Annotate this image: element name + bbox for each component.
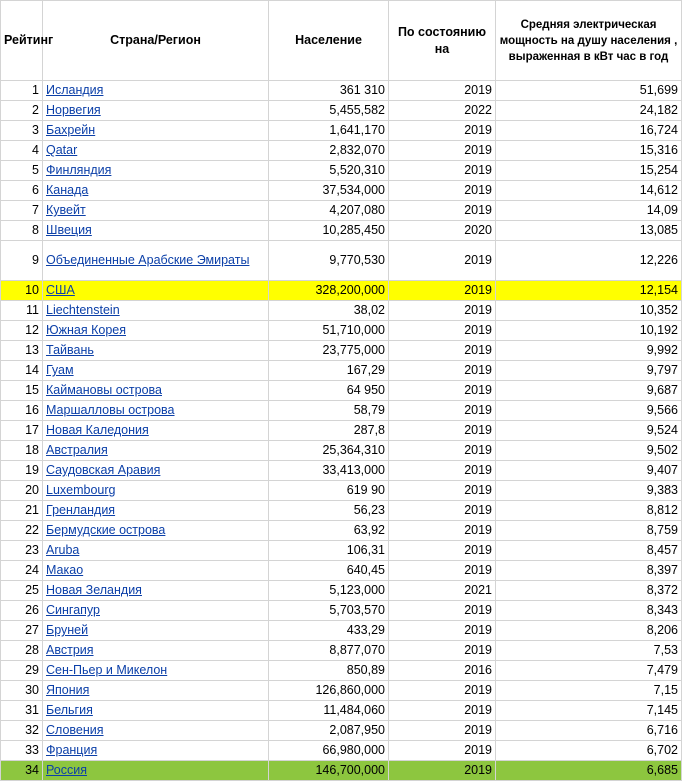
- year-cell: 2019: [389, 721, 496, 741]
- table-row: [1, 761, 682, 781]
- year-cell: 2019: [389, 521, 496, 541]
- population-cell: 619 90: [269, 481, 389, 501]
- population-cell: 167,29: [269, 361, 389, 381]
- country-link[interactable]: Франция: [46, 743, 98, 757]
- rank-cell: 5: [1, 161, 43, 181]
- population-cell: 850,89: [269, 661, 389, 681]
- country-link[interactable]: Гуам: [46, 363, 74, 377]
- rank-cell: 15: [1, 381, 43, 401]
- header-power: Средняя электрическая мощность на душу населения , выраженная в кВт час в год: [496, 1, 682, 81]
- rank-cell: 7: [1, 201, 43, 221]
- country-link[interactable]: Бермудские острова: [46, 523, 166, 537]
- country-link[interactable]: Новая Каледония: [46, 423, 149, 437]
- population-cell: 9,770,530: [269, 241, 389, 281]
- table-row: [1, 81, 682, 101]
- table-row: [1, 661, 682, 681]
- country-cell: [43, 121, 269, 141]
- table-row: [1, 361, 682, 381]
- country-cell: [43, 701, 269, 721]
- year-cell: 2019: [389, 281, 496, 301]
- country-link[interactable]: Бахрейн: [46, 123, 96, 137]
- table-row: [1, 161, 682, 181]
- rank-cell: 6: [1, 181, 43, 201]
- rank-cell: 13: [1, 341, 43, 361]
- header-as-of: По состоянию на: [389, 1, 496, 81]
- country-link[interactable]: Сингапур: [46, 603, 100, 617]
- power-cell: 9,797: [496, 361, 682, 381]
- population-cell: 640,45: [269, 561, 389, 581]
- year-cell: 2019: [389, 621, 496, 641]
- table-row: [1, 681, 682, 701]
- table-row: [1, 641, 682, 661]
- rank-cell: 17: [1, 421, 43, 441]
- power-cell: 12,226: [496, 241, 682, 281]
- table-row: [1, 381, 682, 401]
- country-link[interactable]: Luxembourg: [46, 483, 116, 497]
- power-cell: 9,524: [496, 421, 682, 441]
- table-row: [1, 501, 682, 521]
- rank-cell: 26: [1, 601, 43, 621]
- power-cell: 8,343: [496, 601, 682, 621]
- country-cell: [43, 281, 269, 301]
- header-population: Население: [269, 1, 389, 81]
- population-cell: 4,207,080: [269, 201, 389, 221]
- power-cell: 8,759: [496, 521, 682, 541]
- table-row: [1, 201, 682, 221]
- country-cell: [43, 401, 269, 421]
- country-cell: [43, 621, 269, 641]
- country-link[interactable]: Словения: [46, 723, 104, 737]
- country-link[interactable]: Кувейт: [46, 203, 86, 217]
- rank-cell: 32: [1, 721, 43, 741]
- population-cell: 11,484,060: [269, 701, 389, 721]
- power-cell: 6,685: [496, 761, 682, 781]
- country-link[interactable]: Aruba: [46, 543, 80, 557]
- country-cell: [43, 221, 269, 241]
- country-cell: [43, 681, 269, 701]
- power-cell: 8,812: [496, 501, 682, 521]
- power-cell: 9,407: [496, 461, 682, 481]
- country-link[interactable]: Qatar: [46, 143, 78, 157]
- country-link[interactable]: Канада: [46, 183, 89, 197]
- power-cell: 6,716: [496, 721, 682, 741]
- power-cell: 7,479: [496, 661, 682, 681]
- year-cell: 2019: [389, 681, 496, 701]
- population-cell: 5,520,310: [269, 161, 389, 181]
- country-cell: [43, 641, 269, 661]
- rank-cell: 34: [1, 761, 43, 781]
- country-link[interactable]: Новая Зеландия: [46, 583, 142, 597]
- table-row: [1, 561, 682, 581]
- population-cell: 58,79: [269, 401, 389, 421]
- table-row: [1, 441, 682, 461]
- country-cell: [43, 301, 269, 321]
- country-cell: [43, 361, 269, 381]
- rank-cell: 14: [1, 361, 43, 381]
- year-cell: 2021: [389, 581, 496, 601]
- country-cell: [43, 421, 269, 441]
- power-cell: 9,687: [496, 381, 682, 401]
- rank-cell: 9: [1, 241, 43, 281]
- table-row: [1, 701, 682, 721]
- country-cell: [43, 161, 269, 181]
- country-link[interactable]: Австрия: [46, 643, 94, 657]
- country-cell: [43, 481, 269, 501]
- country-link[interactable]: Россия: [46, 763, 87, 777]
- rank-cell: 22: [1, 521, 43, 541]
- country-cell: [43, 381, 269, 401]
- country-link[interactable]: Бельгия: [46, 703, 93, 717]
- year-cell: 2022: [389, 101, 496, 121]
- country-link[interactable]: Япония: [46, 683, 90, 697]
- country-cell: [43, 441, 269, 461]
- rank-cell: 27: [1, 621, 43, 641]
- rank-cell: 4: [1, 141, 43, 161]
- table-row: [1, 481, 682, 501]
- power-cell: 9,566: [496, 401, 682, 421]
- country-link[interactable]: США: [46, 283, 75, 297]
- country-cell: [43, 501, 269, 521]
- country-cell: [43, 561, 269, 581]
- year-cell: 2019: [389, 141, 496, 161]
- population-cell: 126,860,000: [269, 681, 389, 701]
- power-cell: 16,724: [496, 121, 682, 141]
- country-link[interactable]: Гренландия: [46, 503, 116, 517]
- table-row: [1, 521, 682, 541]
- country-cell: [43, 321, 269, 341]
- country-cell: [43, 661, 269, 681]
- power-cell: 8,457: [496, 541, 682, 561]
- year-cell: 2019: [389, 641, 496, 661]
- year-cell: 2019: [389, 761, 496, 781]
- table-row: [1, 301, 682, 321]
- table-row: [1, 281, 682, 301]
- year-cell: 2019: [389, 301, 496, 321]
- population-cell: 361 310: [269, 81, 389, 101]
- power-cell: 7,53: [496, 641, 682, 661]
- power-cell: 9,992: [496, 341, 682, 361]
- rank-cell: 23: [1, 541, 43, 561]
- country-link[interactable]: Liechtenstein: [46, 303, 120, 317]
- table-row: [1, 621, 682, 641]
- table-row: [1, 121, 682, 141]
- country-link[interactable]: Швеция: [46, 223, 92, 237]
- power-cell: 6,702: [496, 741, 682, 761]
- power-cell: 9,383: [496, 481, 682, 501]
- country-link[interactable]: Сен-Пьер и Микелон: [46, 663, 168, 677]
- country-link[interactable]: Австралия: [46, 443, 108, 457]
- country-cell: [43, 521, 269, 541]
- table-row: [1, 341, 682, 361]
- country-link[interactable]: Тайвань: [46, 343, 94, 357]
- rank-cell: 24: [1, 561, 43, 581]
- country-link[interactable]: Финляндия: [46, 163, 112, 177]
- rank-cell: 30: [1, 681, 43, 701]
- country-link[interactable]: Норвегия: [46, 103, 101, 117]
- rank-cell: 8: [1, 221, 43, 241]
- year-cell: 2019: [389, 701, 496, 721]
- year-cell: 2020: [389, 221, 496, 241]
- power-cell: 12,154: [496, 281, 682, 301]
- country-link[interactable]: Исландия: [46, 83, 104, 97]
- year-cell: 2019: [389, 161, 496, 181]
- population-cell: 51,710,000: [269, 321, 389, 341]
- power-cell: 8,372: [496, 581, 682, 601]
- population-cell: 25,364,310: [269, 441, 389, 461]
- country-link[interactable]: Макао: [46, 563, 84, 577]
- rank-cell: 10: [1, 281, 43, 301]
- power-cell: 14,612: [496, 181, 682, 201]
- population-cell: 10,285,450: [269, 221, 389, 241]
- header-row: [1, 1, 682, 81]
- country-link[interactable]: Каймановы острова: [46, 383, 162, 397]
- rank-cell: 21: [1, 501, 43, 521]
- power-cell: 7,145: [496, 701, 682, 721]
- year-cell: 2019: [389, 421, 496, 441]
- year-cell: 2019: [389, 181, 496, 201]
- country-cell: [43, 181, 269, 201]
- power-cell: 10,352: [496, 301, 682, 321]
- power-cell: 15,316: [496, 141, 682, 161]
- power-cell: 15,254: [496, 161, 682, 181]
- country-cell: [43, 741, 269, 761]
- year-cell: 2019: [389, 321, 496, 341]
- population-cell: 23,775,000: [269, 341, 389, 361]
- table-row: [1, 721, 682, 741]
- rank-cell: 12: [1, 321, 43, 341]
- table-row: [1, 181, 682, 201]
- rank-cell: 11: [1, 301, 43, 321]
- year-cell: 2019: [389, 741, 496, 761]
- population-cell: 146,700,000: [269, 761, 389, 781]
- power-cell: 7,15: [496, 681, 682, 701]
- year-cell: 2019: [389, 541, 496, 561]
- rank-cell: 20: [1, 481, 43, 501]
- year-cell: 2019: [389, 501, 496, 521]
- rank-cell: 28: [1, 641, 43, 661]
- country-cell: [43, 101, 269, 121]
- year-cell: 2019: [389, 341, 496, 361]
- table-row: [1, 141, 682, 161]
- population-cell: 1,641,170: [269, 121, 389, 141]
- power-cell: 51,699: [496, 81, 682, 101]
- country-cell: [43, 241, 269, 281]
- year-cell: 2019: [389, 381, 496, 401]
- header-country: Страна/Регион: [43, 1, 269, 81]
- country-cell: [43, 581, 269, 601]
- table-row: [1, 421, 682, 441]
- year-cell: 2019: [389, 561, 496, 581]
- power-cell: 14,09: [496, 201, 682, 221]
- year-cell: 2019: [389, 401, 496, 421]
- population-cell: 328,200,000: [269, 281, 389, 301]
- population-cell: 433,29: [269, 621, 389, 641]
- rank-cell: 1: [1, 81, 43, 101]
- header-rank: Рейтинг: [1, 1, 43, 81]
- population-cell: 106,31: [269, 541, 389, 561]
- country-cell: [43, 81, 269, 101]
- country-cell: [43, 601, 269, 621]
- table-row: [1, 741, 682, 761]
- country-cell: [43, 761, 269, 781]
- power-cell: 10,192: [496, 321, 682, 341]
- country-link[interactable]: Бруней: [46, 623, 89, 637]
- population-cell: 64 950: [269, 381, 389, 401]
- population-cell: 2,832,070: [269, 141, 389, 161]
- country-cell: [43, 341, 269, 361]
- country-cell: [43, 201, 269, 221]
- population-cell: 63,92: [269, 521, 389, 541]
- population-cell: 287,8: [269, 421, 389, 441]
- table-row: [1, 101, 682, 121]
- population-cell: 38,02: [269, 301, 389, 321]
- power-cell: 8,397: [496, 561, 682, 581]
- table-row: [1, 601, 682, 621]
- year-cell: 2019: [389, 241, 496, 281]
- population-cell: 56,23: [269, 501, 389, 521]
- year-cell: 2019: [389, 361, 496, 381]
- power-cell: 24,182: [496, 101, 682, 121]
- table-row: [1, 221, 682, 241]
- country-link[interactable]: Маршалловы острова: [46, 403, 175, 417]
- rank-cell: 33: [1, 741, 43, 761]
- country-cell: [43, 141, 269, 161]
- year-cell: 2019: [389, 481, 496, 501]
- year-cell: 2019: [389, 461, 496, 481]
- country-cell: [43, 721, 269, 741]
- power-cell: 8,206: [496, 621, 682, 641]
- population-cell: 66,980,000: [269, 741, 389, 761]
- power-cell: 13,085: [496, 221, 682, 241]
- population-cell: 5,123,000: [269, 581, 389, 601]
- population-cell: 5,455,582: [269, 101, 389, 121]
- population-cell: 37,534,000: [269, 181, 389, 201]
- country-link[interactable]: Саудовская Аравия: [46, 463, 161, 477]
- rank-cell: 31: [1, 701, 43, 721]
- rank-cell: 2: [1, 101, 43, 121]
- year-cell: 2016: [389, 661, 496, 681]
- population-cell: 33,413,000: [269, 461, 389, 481]
- year-cell: 2019: [389, 121, 496, 141]
- population-cell: 8,877,070: [269, 641, 389, 661]
- year-cell: 2019: [389, 201, 496, 221]
- country-link[interactable]: Южная Корея: [46, 323, 126, 337]
- country-cell: [43, 461, 269, 481]
- table-row: [1, 241, 682, 281]
- rank-cell: 19: [1, 461, 43, 481]
- country-cell: [43, 541, 269, 561]
- country-link[interactable]: Объединенные Арабские Эмираты: [46, 253, 250, 267]
- population-cell: 2,087,950: [269, 721, 389, 741]
- year-cell: 2019: [389, 601, 496, 621]
- rank-cell: 3: [1, 121, 43, 141]
- year-cell: 2019: [389, 81, 496, 101]
- rank-cell: 25: [1, 581, 43, 601]
- rank-cell: 16: [1, 401, 43, 421]
- table-row: [1, 401, 682, 421]
- table-row: [1, 581, 682, 601]
- power-cell: 9,502: [496, 441, 682, 461]
- year-cell: 2019: [389, 441, 496, 461]
- rank-cell: 29: [1, 661, 43, 681]
- table-row: [1, 461, 682, 481]
- rank-cell: 18: [1, 441, 43, 461]
- table-row: [1, 321, 682, 341]
- table-row: [1, 541, 682, 561]
- population-cell: 5,703,570: [269, 601, 389, 621]
